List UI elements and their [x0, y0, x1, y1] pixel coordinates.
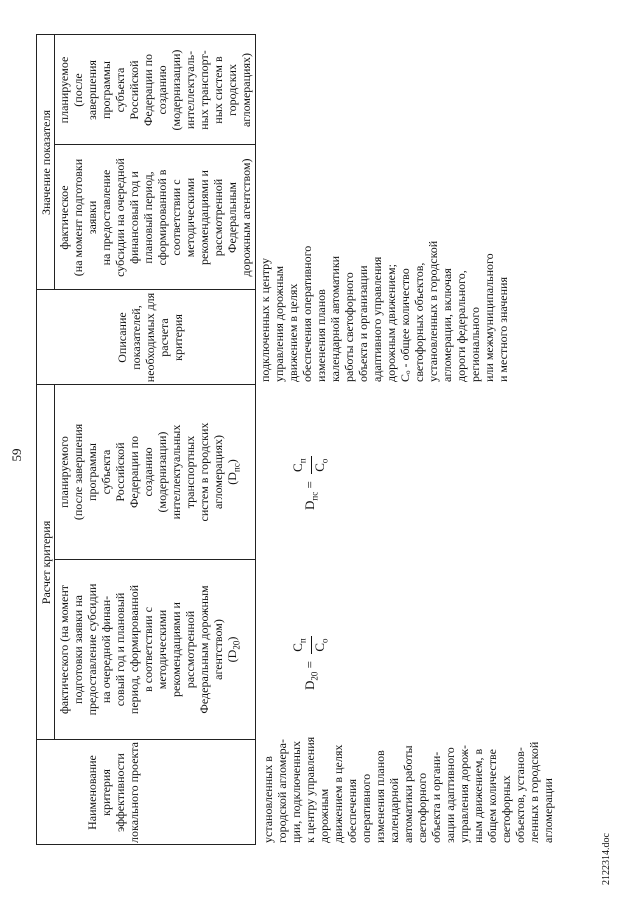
header-value-group: Значение показателя — [39, 109, 53, 216]
header-value-plan: планируемое (после завершения программы субъекта Российской Федерации по созданию (модернизации) интеллектуаль- ных транспорт- ных систем в городских агломерациях) — [57, 49, 253, 131]
header-calc-actual: фактического (на момент подготовки заявки на предоставление субсидии на очередной финан- совый год и плановый период, сформированной в соответствии с методическими рекомендациями и рассмотренной Федеральным дорожным агентством) — [57, 583, 225, 716]
criterion-name-text: установленных в городской агломера- ции, подключенных к центру управления дорожным движением в целях обеспечения оперативного изменения планов календарной автоматики работы светофорного объекта и органи- зации адаптивного управления дорож- ным движением, в общем количестве светофорных объектов, установ- ленных в городской агломерации — [261, 736, 555, 843]
table-left-border — [36, 844, 256, 845]
col-divider-value — [54, 144, 256, 145]
header-calc-plan-symbol: $(D_{пс})$ — [225, 459, 242, 485]
formula-plan: $D_{пс}$ = $C_п$ $C_о$ — [290, 458, 330, 510]
header-criterion-name: Наименование критерия эффективности локального проекта — [85, 742, 141, 843]
footer-filename: 2122314.doc — [601, 833, 612, 885]
col-divider-calc — [54, 559, 256, 560]
header-description: Описание показателей, необходимых для расчета критерия — [115, 292, 185, 383]
header-value-actual: фактическое (на момент подготовки заявки на предоставление субсидии на очередной финансовый год и плановый период, сформированной в соответствии с методическими рекомендациями и рассмотренной Федеральным дорожным агентством) — [57, 158, 253, 277]
formula-actual: $D_{20}$ = $C_п$ $C_о$ — [290, 638, 330, 690]
value-group-divider — [54, 35, 55, 290]
col-divider-name — [36, 739, 256, 740]
header-calc-plan-cell — [57, 387, 243, 557]
header-calc-actual-cell — [57, 562, 243, 737]
table-top-border — [36, 35, 37, 845]
table-header-bottom-border — [255, 35, 256, 845]
header-calc-group: Расчет критерия — [39, 520, 53, 605]
page-number: 59 — [9, 448, 24, 462]
description-text: подключенных к центру управления дорожным движением в целях обеспечения оперативного изменения планов календарной автоматики работы светофорного объекта и организации адаптивного управления дорожным движением; Cₒ - общее количество светофорных объектов, установленных в городской агломерации, включая дороги федерального, регионального или межмуниципального и местного значения — [258, 240, 510, 382]
header-calc-actual-symbol: $(D_{20})$ — [225, 636, 242, 663]
table-right-border — [36, 34, 256, 35]
calc-group-divider — [54, 385, 55, 740]
header-calc-plan: планируемого (после завершения программы субъекта Российской Федерации по созданию (модернизации) интеллектуальных транспортных систем в городских агломерациях) — [57, 422, 225, 522]
